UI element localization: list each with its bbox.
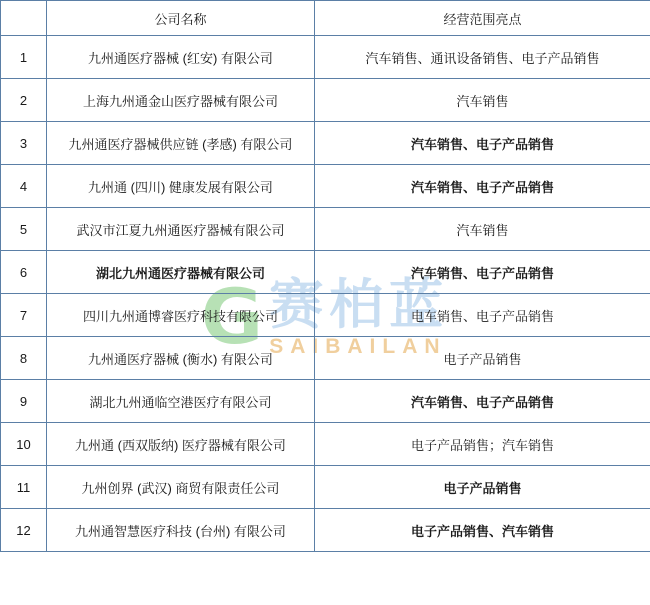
watermark-english-text: SAIBAILAN [269,334,447,358]
row-index: 12 [1,509,47,552]
table-row [1,466,650,509]
row-index: 6 [1,251,47,294]
column-header-company: 公司名称 [47,1,315,36]
company-name-cell: 湖北九州通医疗器械有限公司 [47,251,315,294]
row-index: 3 [1,122,47,165]
company-name-cell: 四川九州通博睿医疗科技有限公司 [47,294,315,337]
company-name-cell: 武汉市江夏九州通医疗器械有限公司 [47,208,315,251]
company-name-cell: 九州通医疗器械供应链 (孝感) 有限公司 [47,122,315,165]
company-name-cell: 九州通 (四川) 健康发展有限公司 [47,165,315,208]
row-index: 9 [1,380,47,423]
watermark-chinese-text: 赛柏蓝 [269,274,450,335]
table-header-row [1,1,650,36]
business-scope-cell: 电车销售、电子产品销售 [315,294,650,337]
company-name-cell: 九州通智慧医疗科技 (台州) 有限公司 [47,509,315,552]
table-row [1,380,650,423]
table-row [1,423,650,466]
table-body [1,36,650,552]
table-row [1,79,650,122]
business-scope-cell: 电子产品销售 [315,337,650,380]
company-name-cell: 九州创界 (武汉) 商贸有限责任公司 [47,466,315,509]
business-scope-cell: 汽车销售、电子产品销售 [315,251,650,294]
business-scope-cell: 汽车销售、电子产品销售 [315,122,650,165]
company-name-cell: 上海九州通金山医疗器械有限公司 [47,79,315,122]
table-row [1,337,650,380]
table-row [1,294,650,337]
table-row [1,509,650,552]
business-scope-cell: 电子产品销售；汽车销售 [315,423,650,466]
company-name-cell: 九州通 (西双版纳) 医疗器械有限公司 [47,423,315,466]
business-scope-cell: 电子产品销售、汽车销售 [315,509,650,552]
row-index: 10 [1,423,47,466]
row-index: 7 [1,294,47,337]
watermark-logo-icon: G [200,271,260,361]
table-header [1,1,650,36]
column-header-index [1,1,47,36]
row-index: 1 [1,36,47,79]
table-row [1,165,650,208]
row-index: 2 [1,79,47,122]
table-row [1,208,650,251]
row-index: 4 [1,165,47,208]
column-header-scope: 经营范围亮点 [315,1,650,36]
table-row [1,122,650,165]
business-scope-cell: 汽车销售、通讯设备销售、电子产品销售 [315,36,650,79]
table-row [1,251,650,294]
company-name-cell: 湖北九州通临空港医疗有限公司 [47,380,315,423]
business-scope-cell: 汽车销售、电子产品销售 [315,380,650,423]
business-scope-cell: 汽车销售、电子产品销售 [315,165,650,208]
row-index: 5 [1,208,47,251]
business-scope-cell: 汽车销售 [315,208,650,251]
business-scope-cell: 电子产品销售 [315,466,650,509]
row-index: 11 [1,466,47,509]
company-name-cell: 九州通医疗器械 (红安) 有限公司 [47,36,315,79]
row-index: 8 [1,337,47,380]
table-row [1,36,650,79]
business-scope-cell: 汽车销售 [315,79,650,122]
company-name-cell: 九州通医疗器械 (衡水) 有限公司 [47,337,315,380]
